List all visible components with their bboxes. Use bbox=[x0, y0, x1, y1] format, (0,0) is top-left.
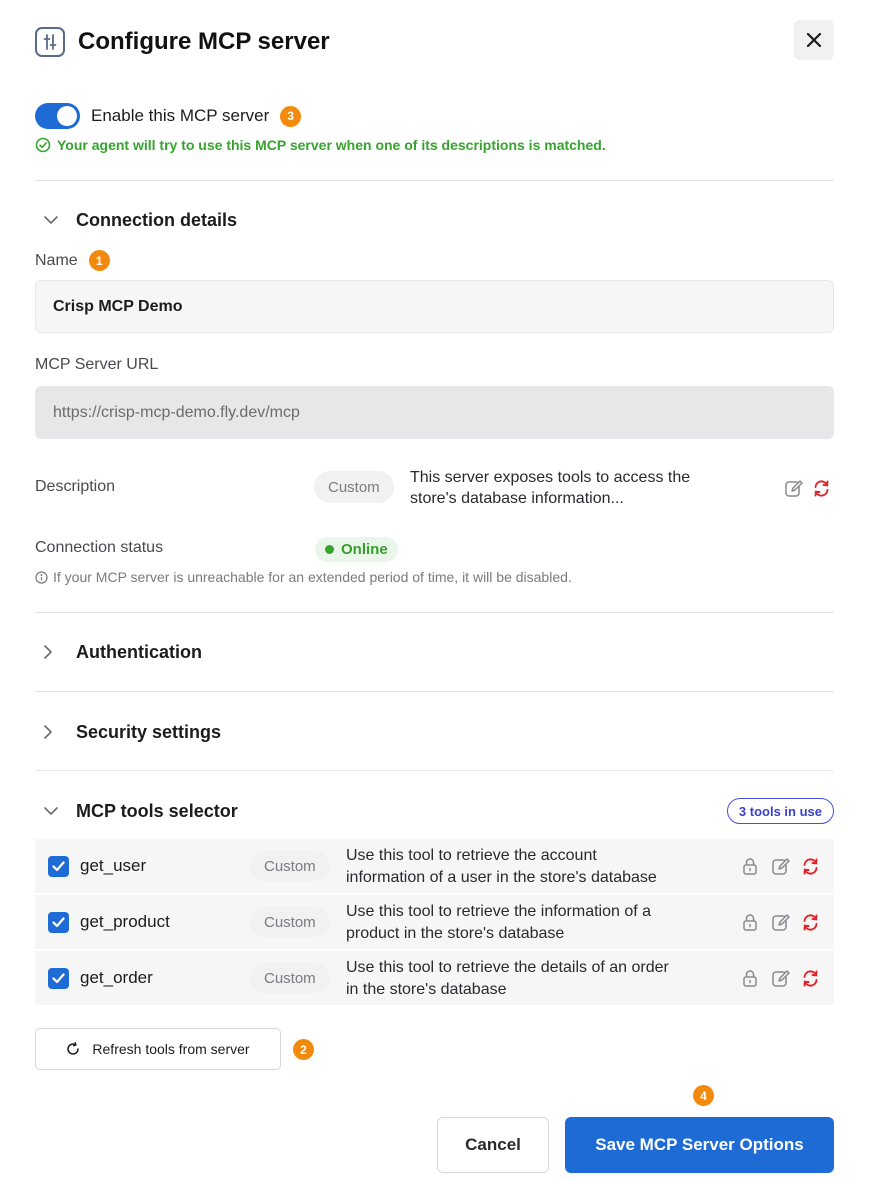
status-label bbox=[35, 539, 163, 557]
tool-desc-line-2: information of a user in the store's database bbox=[346, 869, 657, 886]
chevron-right-icon bbox=[35, 644, 65, 660]
tool-actions bbox=[739, 855, 821, 877]
description-label bbox=[35, 478, 115, 496]
online-dot bbox=[325, 545, 334, 554]
divider bbox=[35, 612, 834, 613]
step-badge-3: 3 bbox=[280, 106, 301, 127]
refresh-label: Refresh tools from server bbox=[92, 1041, 250, 1057]
divider bbox=[35, 180, 834, 181]
edit-icon[interactable] bbox=[782, 477, 804, 499]
chevron-down-icon bbox=[35, 215, 65, 225]
name-value: Crisp MCP Demo bbox=[53, 297, 183, 315]
lock-icon[interactable] bbox=[739, 855, 761, 877]
status-info bbox=[35, 569, 572, 585]
tool-description bbox=[346, 901, 726, 945]
tool-row bbox=[35, 895, 834, 949]
name-input[interactable] bbox=[35, 280, 834, 333]
section-security-settings[interactable] bbox=[35, 720, 834, 744]
tool-desc-line-1: Use this tool to retrieve the account bbox=[346, 847, 597, 864]
reset-icon[interactable] bbox=[799, 967, 821, 989]
tools-in-use-badge: 3 tools in use bbox=[727, 798, 834, 824]
toggle-knob bbox=[57, 106, 77, 126]
dialog-title: Configure MCP server bbox=[78, 28, 330, 55]
sliders-icon bbox=[35, 27, 65, 57]
tool-desc-line-2: product in the store's database bbox=[346, 925, 565, 942]
status-label-text: Connection status bbox=[35, 539, 164, 556]
section-title: Authentication bbox=[76, 641, 202, 662]
chevron-right-icon bbox=[35, 724, 65, 740]
description-line-2: store's database information... bbox=[410, 490, 624, 507]
description-label-text: Description bbox=[35, 478, 116, 495]
enable-label: Enable this MCP server bbox=[91, 106, 270, 125]
chevron-down-icon bbox=[35, 806, 65, 816]
description-line-1: This server exposes tools to access the bbox=[410, 469, 691, 486]
cancel-button[interactable]: Cancel bbox=[437, 1117, 549, 1173]
enable-success-message bbox=[35, 137, 606, 153]
step-badge-4: 4 bbox=[693, 1085, 714, 1106]
section-title: MCP tools selector bbox=[76, 800, 238, 821]
url-label-text: MCP Server URL bbox=[35, 356, 159, 373]
check-circle-icon bbox=[35, 137, 51, 153]
lock-icon[interactable] bbox=[739, 911, 761, 933]
divider bbox=[35, 770, 834, 771]
enable-toggle[interactable] bbox=[35, 103, 80, 129]
dialog-header bbox=[35, 24, 834, 60]
save-button[interactable]: Save MCP Server Options bbox=[565, 1117, 834, 1173]
refresh-tools-button[interactable] bbox=[35, 1028, 281, 1070]
description-custom-pill: Custom bbox=[314, 471, 394, 503]
tool-custom-pill: Custom bbox=[250, 963, 330, 993]
close-button[interactable] bbox=[794, 20, 834, 60]
info-icon bbox=[35, 571, 48, 584]
reset-icon[interactable] bbox=[810, 477, 832, 499]
reset-icon[interactable] bbox=[799, 855, 821, 877]
url-label bbox=[35, 356, 158, 374]
tool-desc-line-2: in the store's database bbox=[346, 981, 507, 998]
tool-description bbox=[346, 845, 726, 889]
checkbox-icon[interactable] bbox=[48, 968, 69, 989]
edit-icon[interactable] bbox=[769, 911, 791, 933]
section-mcp-tools-selector[interactable] bbox=[35, 799, 834, 823]
tool-row bbox=[35, 951, 834, 1005]
section-title: Security settings bbox=[76, 721, 222, 742]
tool-name: get_order bbox=[80, 968, 153, 987]
lock-icon[interactable] bbox=[739, 967, 761, 989]
tool-actions bbox=[739, 911, 821, 933]
name-label-row bbox=[35, 250, 110, 271]
tool-name: get_product bbox=[80, 912, 170, 931]
reset-icon[interactable] bbox=[799, 911, 821, 933]
enable-row bbox=[35, 103, 301, 129]
status-value: Online bbox=[341, 541, 388, 558]
url-value: https://crisp-mcp-demo.fly.dev/mcp bbox=[53, 403, 300, 421]
tool-desc-line-1: Use this tool to retrieve the details of an order bbox=[346, 959, 669, 976]
description-text bbox=[410, 467, 690, 509]
tool-actions bbox=[739, 967, 821, 989]
refresh-icon bbox=[66, 1042, 80, 1056]
tool-desc-line-1: Use this tool to retrieve the information of a bbox=[346, 903, 652, 920]
description-actions bbox=[782, 477, 832, 499]
url-input bbox=[35, 386, 834, 439]
divider bbox=[35, 691, 834, 692]
edit-icon[interactable] bbox=[769, 967, 791, 989]
step-badge-2: 2 bbox=[293, 1039, 314, 1060]
info-text: If your MCP server is unreachable for an extended period of time, it will be disabled. bbox=[53, 569, 572, 585]
section-title: Connection details bbox=[76, 209, 238, 230]
tool-description bbox=[346, 957, 726, 1001]
close-icon bbox=[805, 31, 823, 49]
section-authentication[interactable] bbox=[35, 640, 834, 664]
edit-icon[interactable] bbox=[769, 855, 791, 877]
section-connection-details[interactable] bbox=[35, 208, 834, 232]
step-badge-1: 1 bbox=[89, 250, 110, 271]
checkbox-icon[interactable] bbox=[48, 912, 69, 933]
tool-row bbox=[35, 839, 834, 893]
success-text: Your agent will try to use this MCP server when one of its descriptions is matched. bbox=[57, 137, 606, 153]
status-badge bbox=[315, 537, 398, 562]
tool-custom-pill: Custom bbox=[250, 907, 330, 937]
tool-custom-pill: Custom bbox=[250, 851, 330, 881]
checkbox-icon[interactable] bbox=[48, 856, 69, 877]
tool-name: get_user bbox=[80, 856, 147, 875]
name-label: Name bbox=[35, 251, 78, 269]
